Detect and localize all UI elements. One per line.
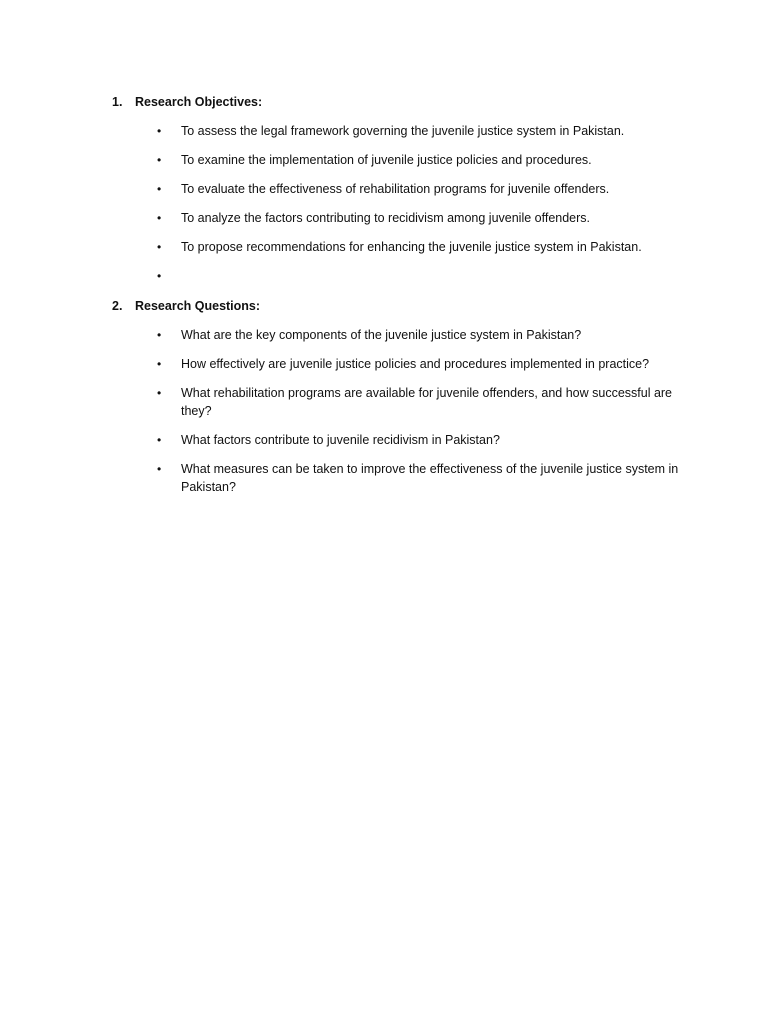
- list-item: [112, 238, 692, 256]
- list-item: [112, 431, 692, 449]
- list-item-text: To examine the implementation of juvenile justice policies and procedures.: [181, 153, 592, 167]
- list-item: [112, 180, 692, 198]
- list-item-text: What are the key components of the juvenile justice system in Pakistan?: [181, 328, 582, 342]
- bullet-icon: •: [157, 269, 162, 283]
- bullet-icon: •: [157, 124, 162, 138]
- list-item-text: To analyze the factors contributing to recidivism among juvenile offenders.: [181, 211, 591, 225]
- list-item: [112, 460, 692, 496]
- list-item-text: To assess the legal framework governing the juvenile justice system in Pakistan.: [181, 124, 625, 138]
- list-item-text: What factors contribute to juvenile recidivism in Pakistan?: [181, 433, 500, 447]
- bullet-icon: •: [157, 153, 162, 167]
- objectives-list: [112, 122, 692, 285]
- bullet-icon: •: [157, 357, 162, 371]
- bullet-icon: •: [157, 211, 162, 225]
- bullet-icon: •: [157, 182, 162, 196]
- section-heading: [112, 93, 692, 111]
- list-item: [112, 209, 692, 227]
- section-heading: [112, 297, 692, 315]
- list-item: [112, 122, 692, 140]
- section-number: 2.: [112, 299, 123, 313]
- list-item: [112, 151, 692, 169]
- questions-list: [112, 326, 692, 496]
- list-item: [112, 326, 692, 344]
- research-questions-section: [112, 297, 692, 496]
- research-objectives-section: [112, 93, 692, 285]
- section-title: Research Questions:: [135, 299, 261, 313]
- list-item-text: How effectively are juvenile justice policies and procedures implemented in practice?: [181, 357, 650, 371]
- list-item-empty: [112, 267, 692, 285]
- list-item-text: What rehabilitation programs are available for juvenile offenders, and how successful are they?: [181, 386, 673, 418]
- list-item-text: To propose recommendations for enhancing the juvenile justice system in Pakistan.: [181, 240, 642, 254]
- list-item: [112, 384, 692, 420]
- list-item: [112, 355, 692, 373]
- list-item-text: What measures can be taken to improve the effectiveness of the juvenile justice system in Pakistan?: [181, 462, 679, 494]
- list-item-text: To evaluate the effectiveness of rehabilitation programs for juvenile offenders.: [181, 182, 610, 196]
- bullet-icon: •: [157, 386, 162, 400]
- bullet-icon: •: [157, 433, 162, 447]
- bullet-icon: •: [157, 240, 162, 254]
- section-number: 1.: [112, 95, 123, 109]
- section-title: Research Objectives:: [135, 95, 263, 109]
- bullet-icon: •: [157, 462, 162, 476]
- bullet-icon: •: [157, 328, 162, 342]
